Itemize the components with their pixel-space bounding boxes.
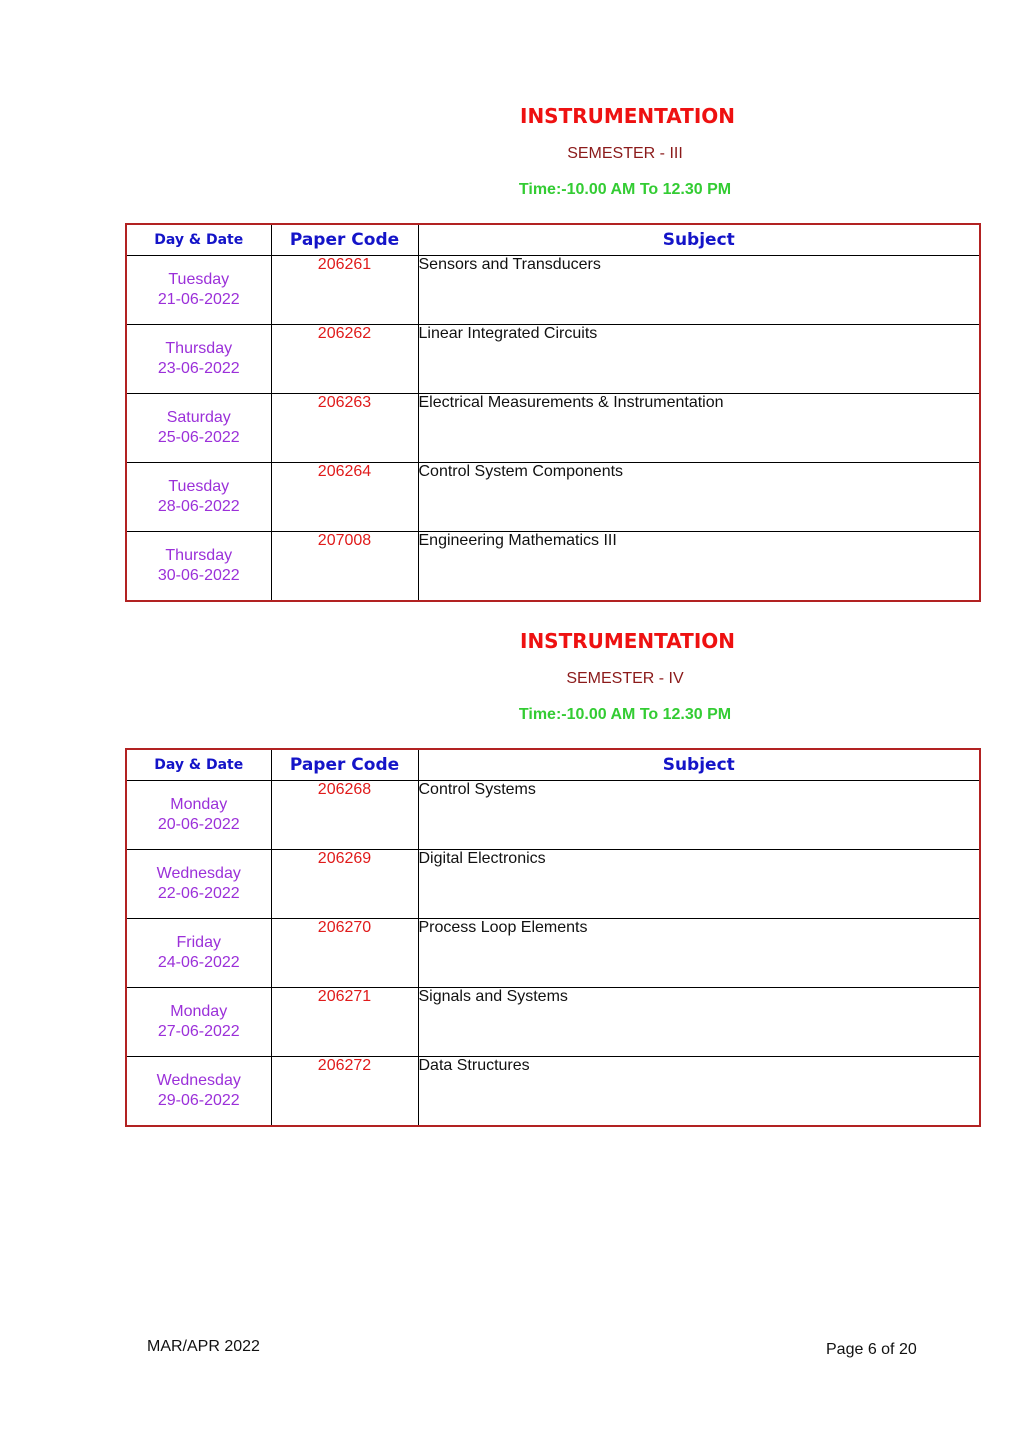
paper-code-cell: 207008 [271,532,418,602]
schedule-table [125,223,981,602]
date: 27-06-2022 [157,1023,240,1040]
paper-code-cell: 206261 [271,256,418,325]
subject-cell: Control System Components [418,463,980,532]
schedule-table [125,748,981,1127]
table-row [126,256,980,325]
subject-cell: Sensors and Transducers [418,256,980,325]
table-row [126,1057,980,1127]
day: Thursday [165,340,233,357]
table-row [126,532,980,602]
paper-code-cell: 206263 [271,394,418,463]
date: 30-06-2022 [157,567,240,584]
date: 23-06-2022 [157,360,240,377]
table-row [126,463,980,532]
paper-code-cell: 206271 [271,988,418,1057]
day: Tuesday [168,478,230,495]
day-date-cell [126,850,271,919]
day: Thursday [165,547,233,564]
table-row [126,325,980,394]
table-row [126,850,980,919]
header-subject: Subject [418,224,980,256]
day: Monday [170,1003,228,1020]
exam-time: Time:-10.00 AM To 12.30 PM [518,706,732,723]
date: 24-06-2022 [157,954,240,971]
day-date-cell [126,988,271,1057]
table-header-row [126,749,980,781]
subject-cell: Electrical Measurements & Instrumentation [418,394,980,463]
date: 28-06-2022 [157,498,240,515]
subject-cell: Process Loop Elements [418,919,980,988]
paper-code-cell: 206262 [271,325,418,394]
table-row [126,394,980,463]
date: 25-06-2022 [157,429,240,446]
day: Tuesday [168,271,230,288]
paper-code-cell: 206269 [271,850,418,919]
day: Friday [176,934,221,951]
semester-label: SEMESTER - IV [566,670,684,687]
header-subject: Subject [418,749,980,781]
section-title: INSTRUMENTATION [520,629,736,653]
table-row [126,781,980,850]
paper-code-cell: 206272 [271,1057,418,1127]
paper-code-cell: 206270 [271,919,418,988]
footer-page-number: Page 6 of 20 [826,1341,917,1358]
day-date-cell [126,463,271,532]
day-date-cell [126,919,271,988]
date: 29-06-2022 [157,1092,240,1109]
header-paper-code: Paper Code [271,749,418,781]
section-title: INSTRUMENTATION [520,104,736,128]
day: Saturday [166,409,231,426]
footer-session: MAR/APR 2022 [147,1338,260,1355]
date: 22-06-2022 [157,885,240,902]
exam-time: Time:-10.00 AM To 12.30 PM [518,181,732,198]
header-day-date: Day & Date [126,749,271,781]
subject-cell: Data Structures [418,1057,980,1127]
day: Wednesday [156,865,241,882]
subject-cell: Digital Electronics [418,850,980,919]
day-date-cell [126,1057,271,1127]
subject-cell: Linear Integrated Circuits [418,325,980,394]
day-date-cell [126,532,271,602]
header-day-date: Day & Date [126,224,271,256]
subject-cell: Signals and Systems [418,988,980,1057]
table-header-row [126,224,980,256]
semester-label: SEMESTER - III [567,145,683,162]
day-date-cell [126,256,271,325]
table-row [126,988,980,1057]
header-paper-code: Paper Code [271,224,418,256]
paper-code-cell: 206264 [271,463,418,532]
subject-cell: Engineering Mathematics III [418,532,980,602]
date: 21-06-2022 [157,291,240,308]
table-row [126,919,980,988]
day-date-cell [126,394,271,463]
date: 20-06-2022 [157,816,240,833]
paper-code-cell: 206268 [271,781,418,850]
day: Wednesday [156,1072,241,1089]
day: Monday [170,796,228,813]
subject-cell: Control Systems [418,781,980,850]
day-date-cell [126,781,271,850]
day-date-cell [126,325,271,394]
